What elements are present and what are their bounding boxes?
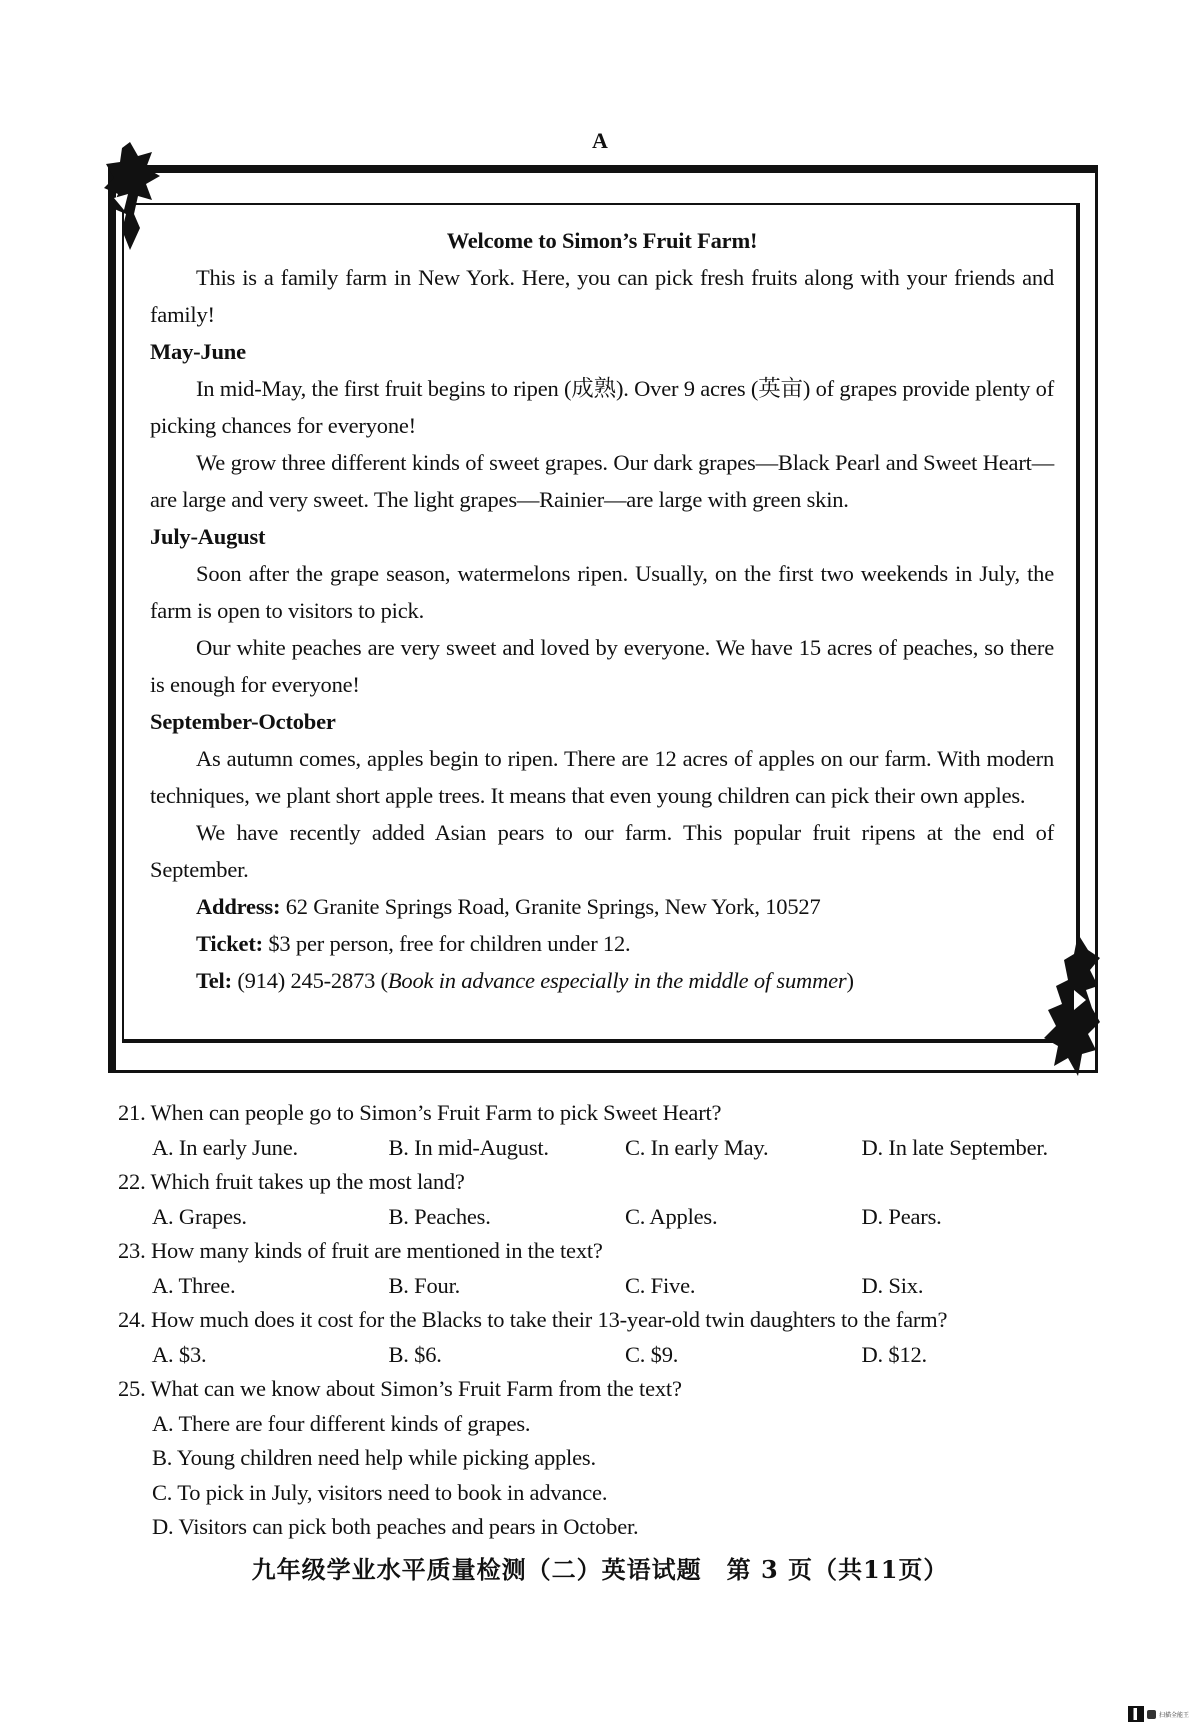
qr-code-icon <box>1128 1706 1144 1722</box>
option: D. Visitors can pick both peaches and pears in October. <box>152 1514 639 1539</box>
option: B. Young children need help while picking apples. <box>152 1445 596 1470</box>
ticket-label: Ticket: <box>196 931 263 956</box>
question-options-22 <box>118 1200 1098 1235</box>
section-heading-september-october: September-October <box>150 709 336 734</box>
option: C. To pick in July, visitors need to book in advance. <box>152 1479 608 1505</box>
farm-advertisement <box>150 222 1054 999</box>
option: B. In mid-August. <box>388 1134 549 1160</box>
address-value: 62 Granite Springs Road, Granite Springs, New York, 10527 <box>285 894 821 919</box>
option: D. Pears. <box>861 1203 942 1229</box>
section-heading-may-june: May-June <box>150 339 246 364</box>
section-paragraph: Soon after the grape season, watermelons ripen. Usually, on the first two weekends in July, the farm is open to visitors to pick. <box>150 561 1054 623</box>
section-paragraph: We grow three different kinds of sweet grapes. Our dark grapes—Black Pearl and Sweet Heart—are large and very sweet. The light grapes—Rainier—are large with green skin. <box>150 450 1054 512</box>
section-paragraph: Our white peaches are very sweet and loved by everyone. We have 15 acres of peaches, so there is enough for everyone! <box>150 635 1054 697</box>
question-options-23 <box>118 1269 1098 1304</box>
option: B. Four. <box>388 1272 461 1298</box>
option: C. Apples. <box>625 1203 718 1229</box>
ad-intro: This is a family farm in New York. Here, you can pick fresh fruits along with your friends and family! <box>150 265 1054 327</box>
option: C. Five. <box>625 1272 696 1298</box>
section-paragraph: As autumn comes, apples begin to ripen. There are 12 acres of apples on our farm. With modern techniques, we plant short apple trees. It means that even young children can pick their own apples. <box>150 746 1054 808</box>
option: A. Grapes. <box>152 1203 247 1229</box>
section-heading-july-august: July-August <box>150 524 266 549</box>
option: A. In early June. <box>152 1134 298 1160</box>
option: A. $3. <box>152 1341 207 1367</box>
option: D. Six. <box>861 1272 924 1298</box>
option: D. In late September. <box>861 1134 1048 1160</box>
question-list <box>118 1096 1098 1545</box>
option: C. $9. <box>625 1341 679 1367</box>
tel-value: (914) 245-2873 <box>237 968 376 993</box>
tel-note: Book in advance especially in the middle of summer <box>387 968 847 993</box>
option: D. $12. <box>861 1341 927 1367</box>
question-stem-22: 22. Which fruit takes up the most land? <box>118 1169 465 1194</box>
section-paragraph: We have recently added Asian pears to our farm. This popular fruit ripens at the end of September. <box>150 820 1054 882</box>
option: A. There are four different kinds of grapes. <box>152 1410 531 1436</box>
option: B. Peaches. <box>388 1203 491 1229</box>
address-label: Address: <box>196 894 281 919</box>
question-stem-23: 23. How many kinds of fruit are mentioned in the text? <box>118 1238 603 1263</box>
section-paragraph: In mid-May, the first fruit begins to ripen (成熟). Over 9 acres (英亩) of grapes provide plenty of picking chances for everyone! <box>150 376 1054 438</box>
tel-label: Tel: <box>196 968 232 993</box>
option: A. Three. <box>152 1272 236 1298</box>
option: C. In early May. <box>625 1134 769 1160</box>
section-letter: A <box>592 128 608 153</box>
ticket-value: $3 per person, free for children under 12. <box>268 931 631 956</box>
question-stem-24: 24. How much does it cost for the Blacks to take their 13-year-old twin daughters to the farm? <box>118 1307 948 1332</box>
ticket-line <box>150 925 1054 962</box>
scanner-badge-label: 扫描全能王 <box>1159 1711 1190 1719</box>
question-options-21 <box>118 1131 1098 1166</box>
option: B. $6. <box>388 1341 442 1367</box>
scanner-badge <box>1128 1706 1189 1722</box>
page-footer: 九年级学业水平质量检测（二）英语试题 第 3 页（共11页） <box>251 1555 949 1584</box>
question-options-24 <box>118 1338 1098 1373</box>
address-line <box>150 888 1054 925</box>
question-stem-25: 25. What can we know about Simon’s Fruit Farm from the text? <box>118 1376 682 1401</box>
scanner-logo-icon <box>1147 1710 1156 1719</box>
tel-line: Tel: (914) 245-2873 (Book in advance especially in the middle of summer) <box>196 968 854 993</box>
ad-title: Welcome to Simon’s Fruit Farm! <box>446 228 758 253</box>
question-stem-21: 21. When can people go to Simon’s Fruit Farm to pick Sweet Heart? <box>118 1100 722 1125</box>
